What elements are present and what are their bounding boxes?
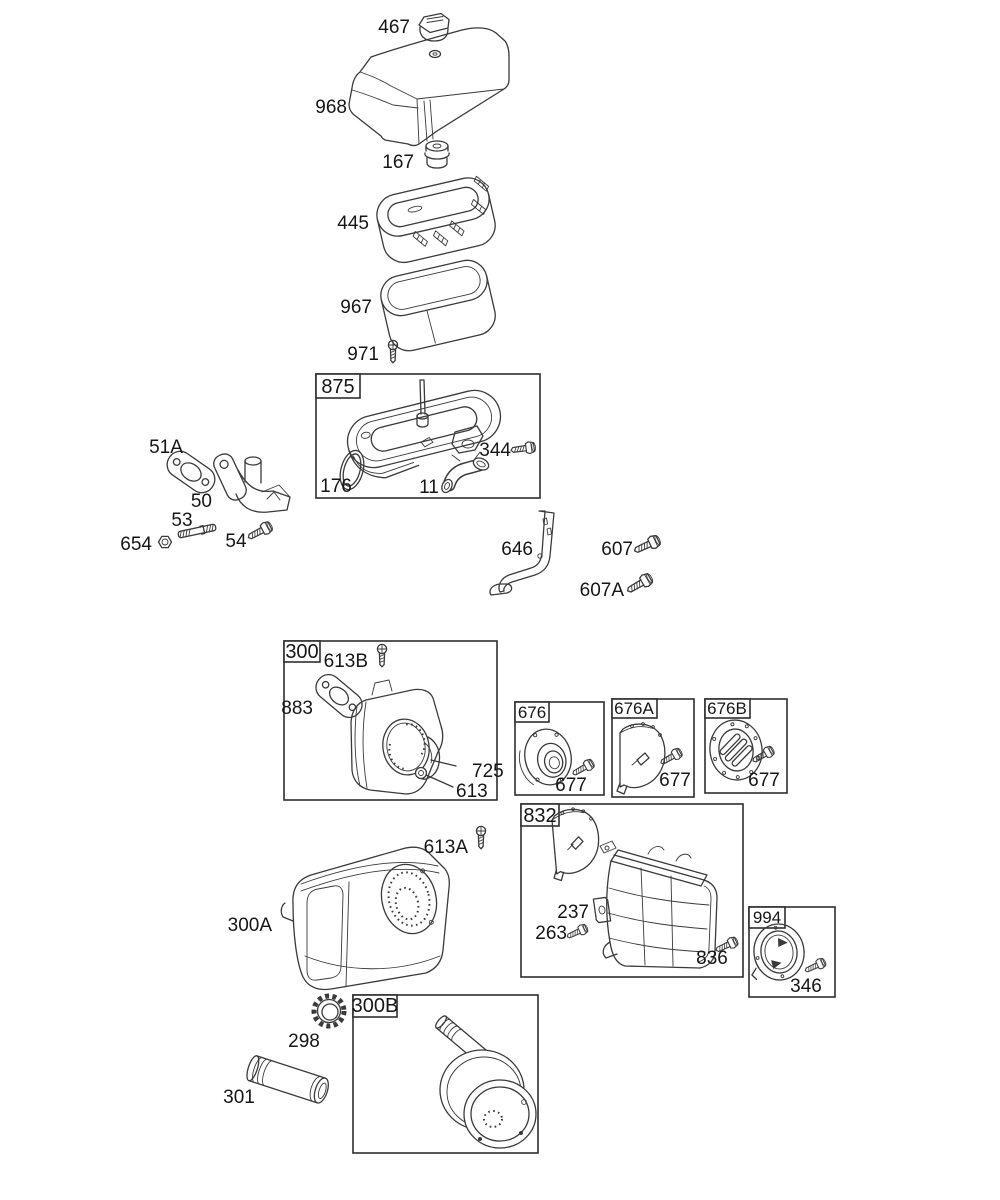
callout-167: 167	[382, 152, 414, 173]
callout-677-3: 677	[748, 770, 780, 791]
box-label-994: 994	[752, 908, 782, 927]
callout-346: 346	[790, 976, 822, 997]
callout-344: 344	[479, 440, 511, 461]
callout-51A: 51A	[149, 437, 183, 458]
callout-50: 50	[190, 491, 212, 512]
callout-263: 263	[535, 923, 567, 944]
callout-883: 883	[281, 698, 313, 719]
callout-677-2: 677	[659, 770, 691, 791]
callout-467: 467	[378, 17, 410, 38]
callout-607: 607	[601, 539, 633, 560]
callout-301: 301	[223, 1087, 255, 1108]
callout-613B: 613B	[323, 651, 368, 672]
callout-54: 54	[225, 531, 247, 552]
callout-176: 176	[320, 476, 352, 497]
callout-607A: 607A	[579, 580, 624, 601]
callout-836: 836	[696, 948, 728, 969]
callout-237: 237	[557, 902, 589, 923]
callout-445: 445	[337, 213, 369, 234]
box-label-300B: 300B	[351, 995, 399, 1017]
callout-646: 646	[501, 539, 533, 560]
callout-300A: 300A	[227, 915, 272, 936]
box-label-300: 300	[285, 641, 319, 663]
box-label-832: 832	[523, 805, 557, 827]
callout-654: 654	[120, 534, 152, 555]
box-label-676A: 676A	[614, 699, 654, 718]
box-label-676B: 676B	[707, 699, 747, 718]
callout-11: 11	[419, 477, 439, 498]
callout-968: 968	[315, 97, 347, 118]
callout-967: 967	[340, 297, 372, 318]
callout-613A: 613A	[423, 837, 468, 858]
box-label-676: 676	[517, 703, 547, 722]
callout-613: 613	[456, 781, 488, 802]
box-label-875: 875	[321, 376, 355, 398]
callout-53: 53	[171, 510, 193, 531]
callout-677-1: 677	[555, 775, 587, 796]
callout-971: 971	[347, 344, 379, 365]
callout-725: 725	[472, 761, 504, 782]
callout-298: 298	[288, 1031, 320, 1052]
